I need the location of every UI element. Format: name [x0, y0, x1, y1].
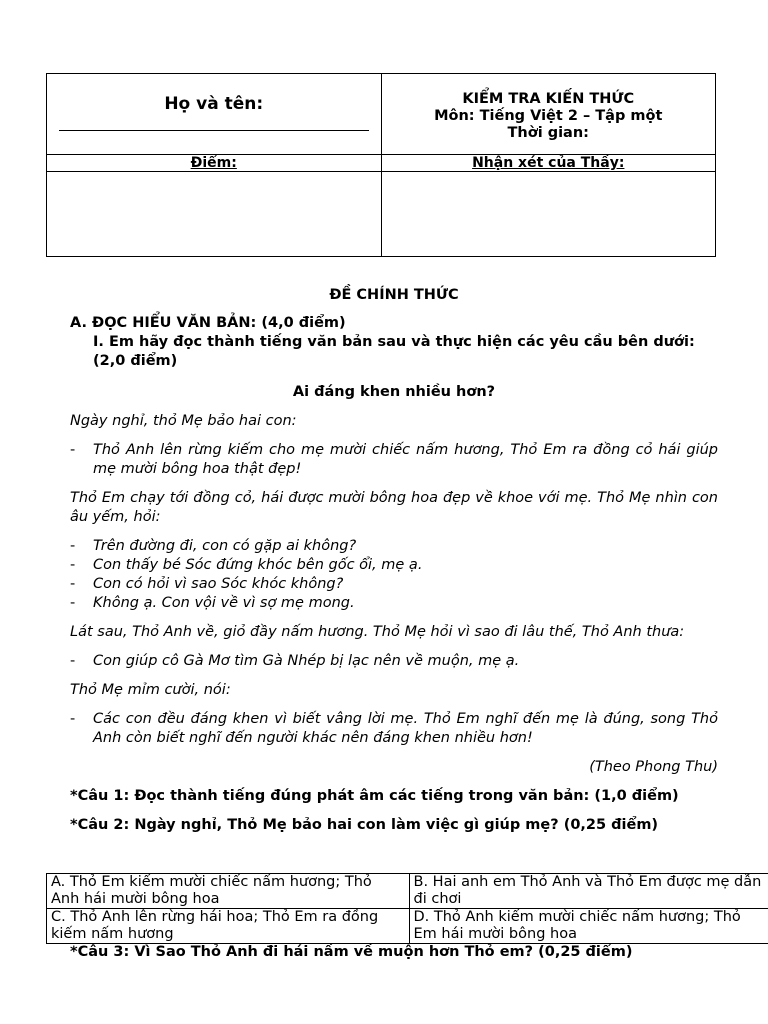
story-dialogue: - Con giúp cô Gà Mơ tìm Gà Nhép bị lạc nên về muộn, mẹ ạ. — [70, 652, 718, 671]
official-label: ĐỀ CHÍNH THỨC — [329, 287, 459, 303]
story-paragraph: Thỏ Mẹ mỉm cười, nói: — [70, 682, 231, 698]
answer-option-a[interactable]: A. Thỏ Em kiếm mười chiếc nấm hương; Thỏ Anh hái mười bông hoa — [47, 874, 410, 909]
score-label-cell — [47, 155, 382, 172]
header-table — [46, 73, 716, 257]
story-source: (Theo Phong Thu) — [589, 759, 718, 775]
story-dialogue: - Con có hỏi vì sao Sóc khóc không? — [70, 575, 718, 594]
story-dialogue: - Thỏ Anh lên rừng kiếm cho mẹ mười chiếc nấm hương, Thỏ Em ra đồng cỏ hái giúp mẹ mười bông hoa thật đẹp! — [70, 441, 718, 479]
part-i-heading: I. Em hãy đọc thành tiếng văn bản sau và thực hiện các yêu cầu bên dưới: (2,0 điểm) — [93, 334, 695, 369]
answer-options-table — [46, 873, 768, 944]
story-dialogue: - Trên đường đi, con có gặp ai không? — [70, 537, 718, 556]
story-paragraph: Lát sau, Thỏ Anh về, giỏ đầy nấm hương. Thỏ Mẹ hỏi vì sao đi lâu thế, Thỏ Anh thưa: — [70, 624, 685, 640]
exam-time: Thời gian: — [507, 125, 589, 141]
story-dialogue: - Các con đều đáng khen vì biết vâng lời mẹ. Thỏ Em nghĩ đến mẹ là đúng, song Thỏ Anh còn biết nghĩ đến người khác nên đáng khen nhiều hơn! — [70, 710, 718, 748]
exam-content — [70, 286, 718, 835]
comment-box — [381, 172, 716, 257]
section-a-heading: A. ĐỌC HIỂU VĂN BẢN: (4,0 điểm) — [70, 315, 346, 331]
story-title: Ai đáng khen nhiều hơn? — [292, 384, 496, 400]
story-paragraph: Thỏ Em chạy tới đồng cỏ, hái được mười bông hoa đẹp về khoe với mẹ. Thỏ Mẹ nhìn con âu yếm, hỏi: — [70, 490, 718, 525]
exam-title: KIỂM TRA KIẾN THỨC — [462, 91, 635, 107]
answer-option-c[interactable]: C. Thỏ Anh lên rừng hái hoa; Thỏ Em ra đồng kiếm nấm hương — [47, 909, 410, 944]
name-cell — [47, 74, 382, 155]
story-dialogue: - Không ạ. Con vội về vì sợ mẹ mong. — [70, 594, 718, 613]
answer-option-b[interactable]: B. Hai anh em Thỏ Anh và Thỏ Em được mẹ dẫn đi chơi — [409, 874, 768, 909]
exam-info-cell — [381, 74, 716, 155]
name-label: Họ và tên: — [164, 94, 264, 114]
story-paragraph: Ngày nghỉ, thỏ Mẹ bảo hai con: — [70, 413, 297, 429]
question-2: *Câu 2: Ngày nghỉ, Thỏ Mẹ bảo hai con làm việc gì giúp mẹ? (0,25 điểm) — [70, 817, 659, 833]
question-3: *Câu 3: Vì Sao Thỏ Anh đi hái nấm về muộn hơn Thỏ em? (0,25 điểm) — [70, 944, 633, 960]
story-dialogue: - Con thấy bé Sóc đứng khóc bên gốc ổi, mẹ ạ. — [70, 556, 718, 575]
name-line — [59, 130, 369, 131]
score-box — [47, 172, 382, 257]
question-1: *Câu 1: Đọc thành tiếng đúng phát âm các tiếng trong văn bản: (1,0 điểm) — [70, 788, 679, 804]
score-label: Điểm: — [190, 155, 237, 171]
answer-option-d[interactable]: D. Thỏ Anh kiếm mười chiếc nấm hương; Thỏ Em hái mười bông hoa — [409, 909, 768, 944]
exam-subject: Môn: Tiếng Việt 2 – Tập một — [434, 108, 663, 124]
comment-label-cell — [381, 155, 716, 172]
comment-label: Nhận xét của Thầy: — [472, 155, 625, 171]
